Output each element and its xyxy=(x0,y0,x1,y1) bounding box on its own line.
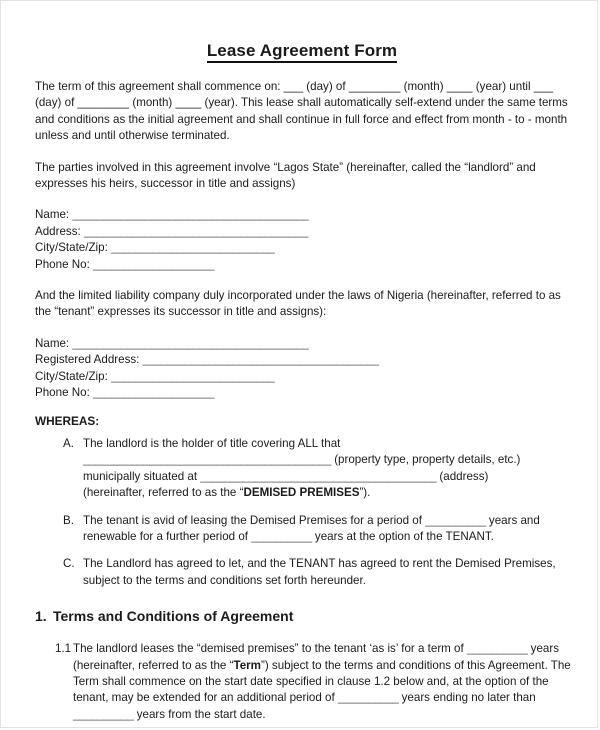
field-label: Name: xyxy=(35,208,70,222)
field-label: Address: xyxy=(35,224,81,238)
spacer xyxy=(35,192,569,207)
field-row-city-state-zip xyxy=(35,369,569,385)
term-years-input-line[interactable]: __________ xyxy=(466,642,528,656)
property-type-input-line[interactable]: _________________________________________ xyxy=(83,453,331,467)
clause-1-1 xyxy=(35,641,571,723)
field-label: Phone No: xyxy=(35,257,90,271)
page-title-text: Lease Agreement Form xyxy=(207,41,397,63)
spacer xyxy=(35,61,569,79)
field-input-line[interactable]: ___________________________ xyxy=(111,241,275,255)
field-row-name xyxy=(35,336,569,352)
clause-text-part-3: ”) subject to the terms and conditions of this Agreement. The Term shall commence on the start date specified in clause 1.2 below and, at the option of the tenant, may be extended for an additional period of xyxy=(73,658,571,705)
field-label: Name: xyxy=(35,336,70,350)
landlord-field-block xyxy=(35,207,569,273)
property-type-caption: (property type, property details, etc.) xyxy=(330,453,521,467)
field-input-line[interactable]: _______________________________________ xyxy=(72,336,309,350)
whereas-item-b xyxy=(35,513,571,546)
clause-text-part-1: The landlord leases the “demised premises” to the tenant ‘as is’ for a term of xyxy=(73,642,467,656)
paragraph-term-commencement: The term of this agreement shall commence on: ___ (day) of ________ (month) ____ (year) until ___ (day) of ________ (month) ____ (year). This lease shall automatically self-extend under the same terms and conditions as the initial agreement and shall continue in full force and effect from month - to - month unless and until otherwise terminated. xyxy=(35,80,568,143)
renewal-period-input-line[interactable]: __________ xyxy=(251,529,312,543)
field-label: Phone No: xyxy=(35,386,90,400)
list-marker: A. xyxy=(63,436,74,450)
page-title xyxy=(35,41,569,61)
spacer xyxy=(35,402,569,413)
whereas-heading: WHEREAS: xyxy=(35,413,100,428)
field-label: City/State/Zip: xyxy=(35,241,108,255)
extension-years-input-line[interactable]: __________ xyxy=(337,691,399,705)
address-caption: (address) xyxy=(436,469,489,483)
demised-suffix: ”). xyxy=(359,486,371,500)
field-label: City/State/Zip: xyxy=(35,369,108,383)
field-input-line[interactable]: _______________________________________ xyxy=(142,353,379,367)
demised-prefix: (hereinafter, referred to as the “ xyxy=(83,486,244,500)
item-a-line-1: The landlord is the holder of title covering ALL that xyxy=(83,436,341,450)
list-marker: C. xyxy=(63,557,75,571)
spacer xyxy=(35,502,569,513)
clause-number: 1.1 xyxy=(55,642,72,656)
field-input-line[interactable]: ____________________ xyxy=(93,386,214,400)
section-title: Terms and Conditions of Agreement xyxy=(53,608,294,625)
field-row-name xyxy=(35,207,569,223)
address-input-line[interactable]: _______________________________________ xyxy=(200,469,437,483)
field-row-phone xyxy=(35,385,569,401)
item-b-text-post: years at the option of the TENANT. xyxy=(311,529,494,543)
field-input-line[interactable]: _______________________________________ xyxy=(72,208,309,222)
spacer xyxy=(35,589,569,607)
section-heading-terms-and-conditions xyxy=(35,607,569,626)
item-b-text-mid: years and renewable for a further period of xyxy=(83,513,540,543)
spacer xyxy=(35,145,569,160)
item-c-text: The Landlord has agreed to let, and the TENANT has agreed to rent the Demised Premises, subject to the terms and conditions set forth hereunder. xyxy=(83,557,556,587)
list-marker: B. xyxy=(63,513,74,527)
spacer xyxy=(35,429,569,436)
field-input-line[interactable]: ____________________ xyxy=(93,257,214,271)
tenant-field-block xyxy=(35,336,569,402)
item-a-line-2 xyxy=(83,452,571,468)
item-b-text-pre: The tenant is avid of leasing the Demised Premises for a period of xyxy=(83,513,426,527)
lease-period-input-line[interactable]: __________ xyxy=(425,513,486,527)
spacer xyxy=(35,626,569,641)
spacer xyxy=(35,321,569,336)
document-content xyxy=(1,1,597,723)
field-input-line[interactable]: ___________________________ xyxy=(111,369,275,383)
field-label: Registered Address: xyxy=(35,353,140,367)
field-row-city-state-zip xyxy=(35,240,569,256)
whereas-item-c xyxy=(35,556,571,589)
paragraph-tenant-entity: And the limited liability company duly incorporated under the laws of Nigeria (hereinafter, referred to as the “tenant” expresses its successor in title and assigns): xyxy=(35,289,561,319)
demised-premises-term: DEMISED PREMISES xyxy=(243,486,360,500)
field-row-phone xyxy=(35,257,569,273)
whereas-item-a xyxy=(35,436,571,502)
clause-text-part-5: years from the start date. xyxy=(133,707,266,721)
end-years-input-line[interactable]: __________ xyxy=(73,707,134,721)
field-row-address xyxy=(35,224,569,240)
clause-text-part-2: years (hereinafter, referred to as the “ xyxy=(73,642,560,672)
clause-text-part-4: years ending no later than xyxy=(398,691,536,705)
item-a-line-3 xyxy=(83,469,571,485)
section-number: 1. xyxy=(35,608,47,625)
address-prefix: municipally situated at xyxy=(83,469,201,483)
paragraph-parties: The parties involved in this agreement involve “Lagos State” (hereinafter, called the “landlord” and expresses his heirs, successor in title and assigns) xyxy=(35,160,536,191)
spacer xyxy=(35,545,569,556)
item-a-line-4 xyxy=(83,485,571,501)
term-defined-word: Term xyxy=(233,658,261,672)
field-input-line[interactable]: _____________________________________ xyxy=(84,224,308,238)
spacer xyxy=(35,273,569,288)
field-row-registered-address xyxy=(35,352,569,368)
